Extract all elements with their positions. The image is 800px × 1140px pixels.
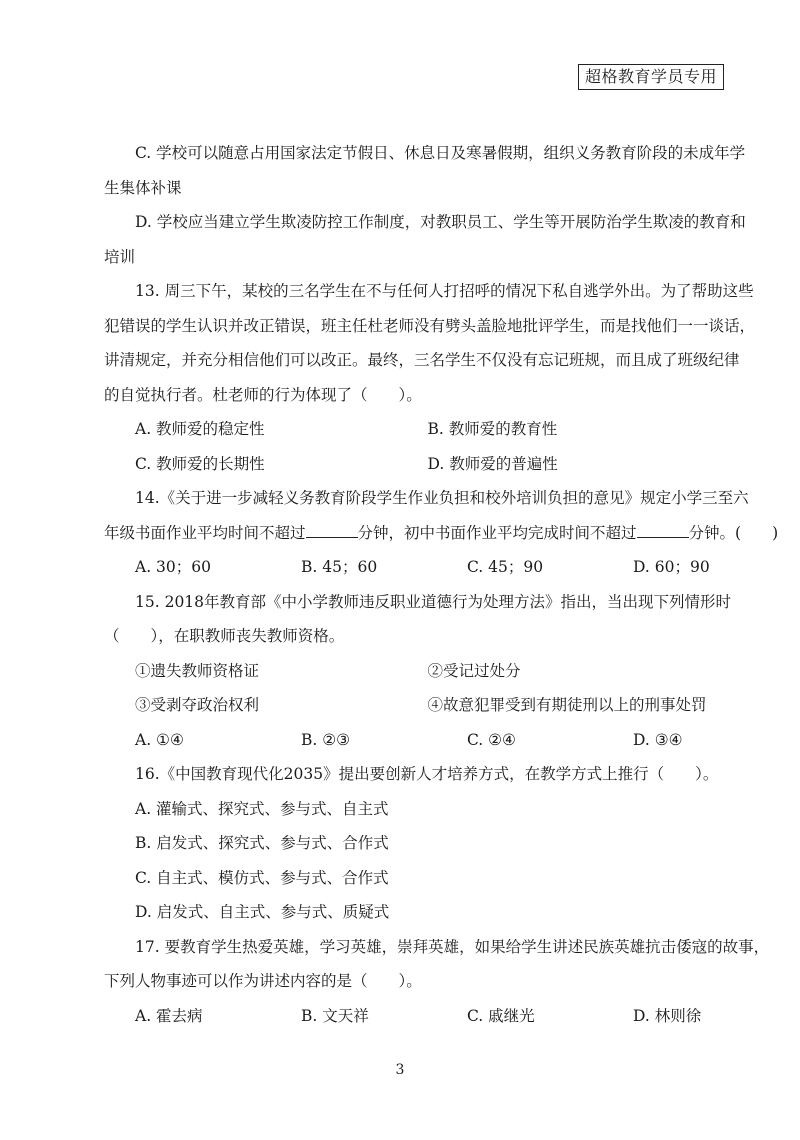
q13-options-row-1 [104, 412, 720, 447]
q15-item-1: ①遗失教师资格证 [135, 661, 260, 680]
q15-item-3: ③受剥夺政治权利 [135, 696, 260, 714]
q14-blank-2 [637, 523, 689, 538]
q15-item-2: ②受记过处分 [427, 661, 521, 680]
q16-option-d[interactable]: D. 启发式、自主式、参与式、质疑式 [135, 903, 390, 921]
q15-option-b[interactable]: B. ②③ [301, 730, 351, 749]
q14-stem-line-2 [104, 516, 779, 551]
q15-item-4: ④故意犯罪受到有期徒刑以上的刑事处罚 [427, 696, 707, 714]
q13-options-row-2 [104, 447, 720, 482]
q15-option-a[interactable]: A. ①④ [135, 730, 184, 749]
q16-option-a[interactable]: A. 灌输式、探究式、参与式、自主式 [135, 799, 389, 818]
q16-stem: 16.《中国教育现代化2035》提出要创新人才培养方式，在教学方式上推行（ ）。 [135, 765, 719, 783]
q15-option-d[interactable]: D. ③④ [633, 730, 683, 749]
q17-option-d[interactable]: D. 林则徐 [633, 1006, 702, 1025]
q15-option-c[interactable]: C. ②④ [467, 730, 516, 749]
q17-options-row [104, 999, 720, 1034]
q17-option-a[interactable]: A. 霍去病 [135, 1006, 203, 1025]
q13-stem-line-3: 讲清规定，并充分相信他们可以改正。最终，三名学生不仅没有忘记班规，而且成了班级纪律 [104, 351, 740, 369]
q13-stem-line-2: 犯错误的学生认识并改正错误，班主任杜老师没有劈头盖脸地批评学生，而是找他们一一谈话， [104, 316, 756, 335]
q13-option-a[interactable]: A. 教师爱的稳定性 [135, 420, 265, 438]
q14-option-b[interactable]: B. 45；60 [301, 558, 378, 576]
q14-stem-part-a: 年级书面作业平均时间不超过 [104, 523, 306, 542]
page-number: 3 [395, 1062, 405, 1078]
q14-option-a[interactable]: A. 30；60 [135, 558, 211, 576]
q15-stem-line-1: 15. 2018年教育部《中小学教师违反职业道德行为处理方法》指出，当出现下列情形时 [135, 592, 732, 611]
q12-option-c-line-1: C. 学校可以随意占用国家法定节假日、休息日及寒暑假期，组织义务教育阶段的未成年学 [135, 144, 746, 162]
header-tag: 超格教育学员专用 [578, 64, 724, 90]
q15-items-row-2 [104, 688, 720, 723]
q12-option-d-line-2: 培训 [104, 247, 136, 266]
q12-option-c-line-2: 生集体补课 [104, 178, 182, 197]
q13-option-c[interactable]: C. 教师爱的长期性 [135, 454, 265, 473]
q13-stem-line-4: 的自觉执行者。杜老师的行为体现了（ ）。 [104, 385, 422, 404]
q13-option-b[interactable]: B. 教师爱的教育性 [427, 420, 558, 438]
q14-stem-part-b: 分钟，初中书面作业平均完成时间不超过 [357, 523, 637, 542]
q15-stem-line-2: （ ），在职教师丧失教师资格。 [104, 627, 345, 645]
q13-option-d[interactable]: D. 教师爱的普遍性 [427, 454, 558, 473]
q14-stem-part-c: 分钟。( ) [688, 523, 779, 542]
q15-items-row-1 [104, 654, 720, 689]
q17-option-c[interactable]: C. 戚继光 [467, 1006, 535, 1025]
q14-option-c[interactable]: C. 45；90 [467, 558, 544, 576]
q14-blank-1 [306, 523, 358, 538]
questions-area [104, 136, 779, 1033]
q17-stem-line-2: 下列人物事迹可以作为讲述内容的是（ ）。 [104, 972, 422, 990]
q17-option-b[interactable]: B. 文天祥 [301, 1006, 369, 1025]
q13-stem-line-1: 13. 周三下午，某校的三名学生在不与任何人打招呼的情况下私自逃学外出。为了帮助这些 [135, 282, 754, 300]
q16-option-c[interactable]: C. 自主式、模仿式、参与式、合作式 [135, 868, 389, 887]
q14-stem-line-1: 14.《关于进一步减轻义务教育阶段学生作业负担和校外培训负担的意见》规定小学三至六 [135, 489, 749, 507]
q16-option-b[interactable]: B. 启发式、探究式、参与式、合作式 [135, 834, 389, 852]
q17-stem-line-1: 17. 要教育学生热爱英雄，学习英雄，崇拜英雄，如果给学生讲述民族英雄抗击倭寇的故事， [135, 937, 770, 956]
q14-options-row [104, 550, 720, 585]
q14-option-d[interactable]: D. 60；90 [633, 558, 710, 576]
q12-option-d-line-1: D. 学校应当建立学生欺凌防控工作制度，对教职员工、学生等开展防治学生欺凌的教育和 [135, 213, 746, 231]
q15-options-row [104, 723, 720, 758]
